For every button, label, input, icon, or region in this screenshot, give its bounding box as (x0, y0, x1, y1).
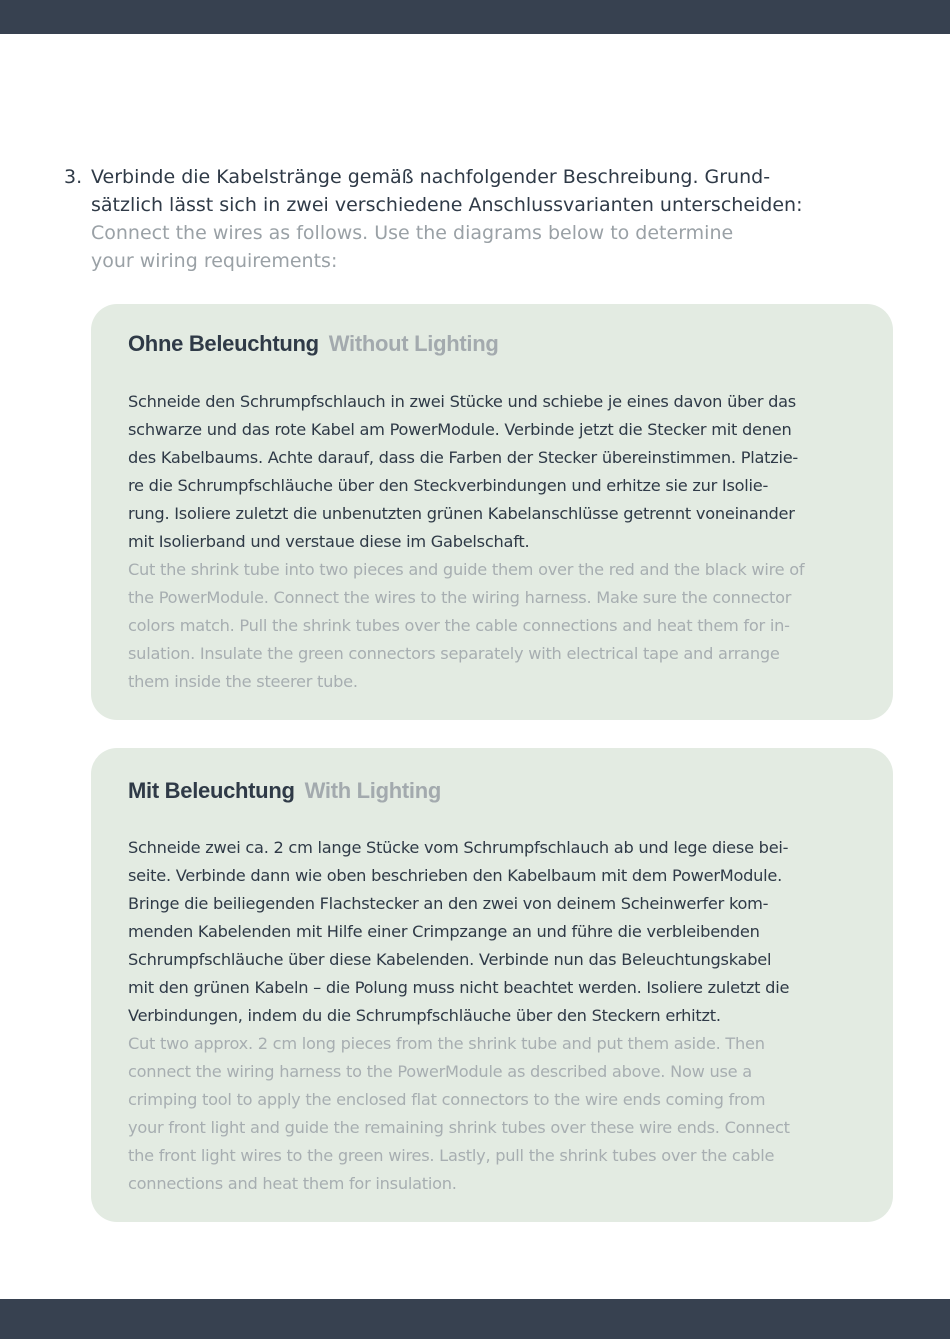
heading-german: Mit Beleuchtung (128, 778, 295, 803)
section-heading (128, 330, 498, 358)
text-line: your front light and guide the remaining shrink tubes over these wire ends. Connect (128, 1118, 790, 1137)
body-english (128, 556, 878, 696)
text-line: seite. Verbinde dann wie oben beschrieben den Kabelbaum mit dem PowerModule. (128, 866, 782, 885)
heading-german: Ohne Beleuchtung (128, 331, 319, 356)
text-line: des Kabelbaums. Achte darauf, dass die Farben der Stecker übereinstimmen. Platzie- (128, 448, 799, 467)
text-line: Cut two approx. 2 cm long pieces from the shrink tube and put them aside. Then (128, 1034, 765, 1053)
section-body (128, 834, 878, 1198)
text-line: them inside the steerer tube. (128, 672, 358, 691)
body-german (128, 388, 878, 556)
section-heading (128, 777, 441, 805)
text-line: the PowerModule. Connect the wires to the wiring harness. Make sure the connector (128, 588, 792, 607)
text-line: colors match. Pull the shrink tubes over the cable connections and heat them for in- (128, 616, 790, 635)
step-number: 3. (64, 166, 83, 188)
text-line: mit Isolierband und verstaue diese im Gabelschaft. (128, 532, 530, 551)
text-line: menden Kabelenden mit Hilfe einer Crimpzange an und führe die verbleibenden (128, 922, 760, 941)
text-line: Bringe die beiliegenden Flachstecker an den zwei von deinem Scheinwerfer kom- (128, 894, 769, 913)
body-german (128, 834, 878, 1030)
text-line: sulation. Insulate the green connectors separately with electrical tape and arrange (128, 644, 780, 663)
text-line: Cut the shrink tube into two pieces and guide them over the red and the black wire of (128, 560, 805, 579)
text-line: connections and heat them for insulation. (128, 1174, 457, 1193)
step-text-english: Connect the wires as follows. Use the diagrams below to determine your wiring requirements: (91, 222, 734, 272)
section-without-lighting (91, 304, 893, 720)
heading-english: With Lighting (304, 778, 442, 803)
text-line: schwarze und das rote Kabel am PowerModule. Verbinde jetzt die Stecker mit denen (128, 420, 792, 439)
section-with-lighting (91, 748, 893, 1222)
text-line: Schneide zwei ca. 2 cm lange Stücke vom Schrumpfschlauch ab und lege diese bei- (128, 838, 789, 857)
text-line: mit den grünen Kabeln – die Polung muss nicht beachtet werden. Isoliere zuletzt die (128, 978, 790, 997)
step-text-german: Verbinde die Kabelstränge gemäß nachfolgender Beschreibung. Grund- sätzlich lässt sich in zwei verschiedene Anschlussvarianten unterscheiden: (91, 166, 803, 216)
text-line: the front light wires to the green wires. Lastly, pull the shrink tubes over the cable (128, 1146, 775, 1165)
heading-english: Without Lighting (328, 331, 499, 356)
body-english (128, 1030, 878, 1198)
step-3-instruction (64, 163, 864, 275)
text-line: rung. Isoliere zuletzt die unbenutzten grünen Kabelanschlüsse getrennt voneinander (128, 504, 795, 523)
text-line: re die Schrumpfschläuche über den Steckverbindungen und erhitze sie zur Isolie- (128, 476, 769, 495)
text-line: Verbindungen, indem du die Schrumpfschläuche über den Steckern erhitzt. (128, 1006, 721, 1025)
text-line: Schrumpfschläuche über diese Kabelenden. Verbinde nun das Beleuchtungskabel (128, 950, 772, 969)
text-line: connect the wiring harness to the PowerModule as described above. Now use a (128, 1062, 752, 1081)
text-line: crimping tool to apply the enclosed flat connectors to the wire ends coming from (128, 1090, 766, 1109)
section-body (128, 388, 878, 696)
footer-band (0, 1299, 950, 1339)
text-line: Schneide den Schrumpfschlauch in zwei Stücke und schiebe je eines davon über das (128, 392, 796, 411)
header-band (0, 0, 950, 34)
